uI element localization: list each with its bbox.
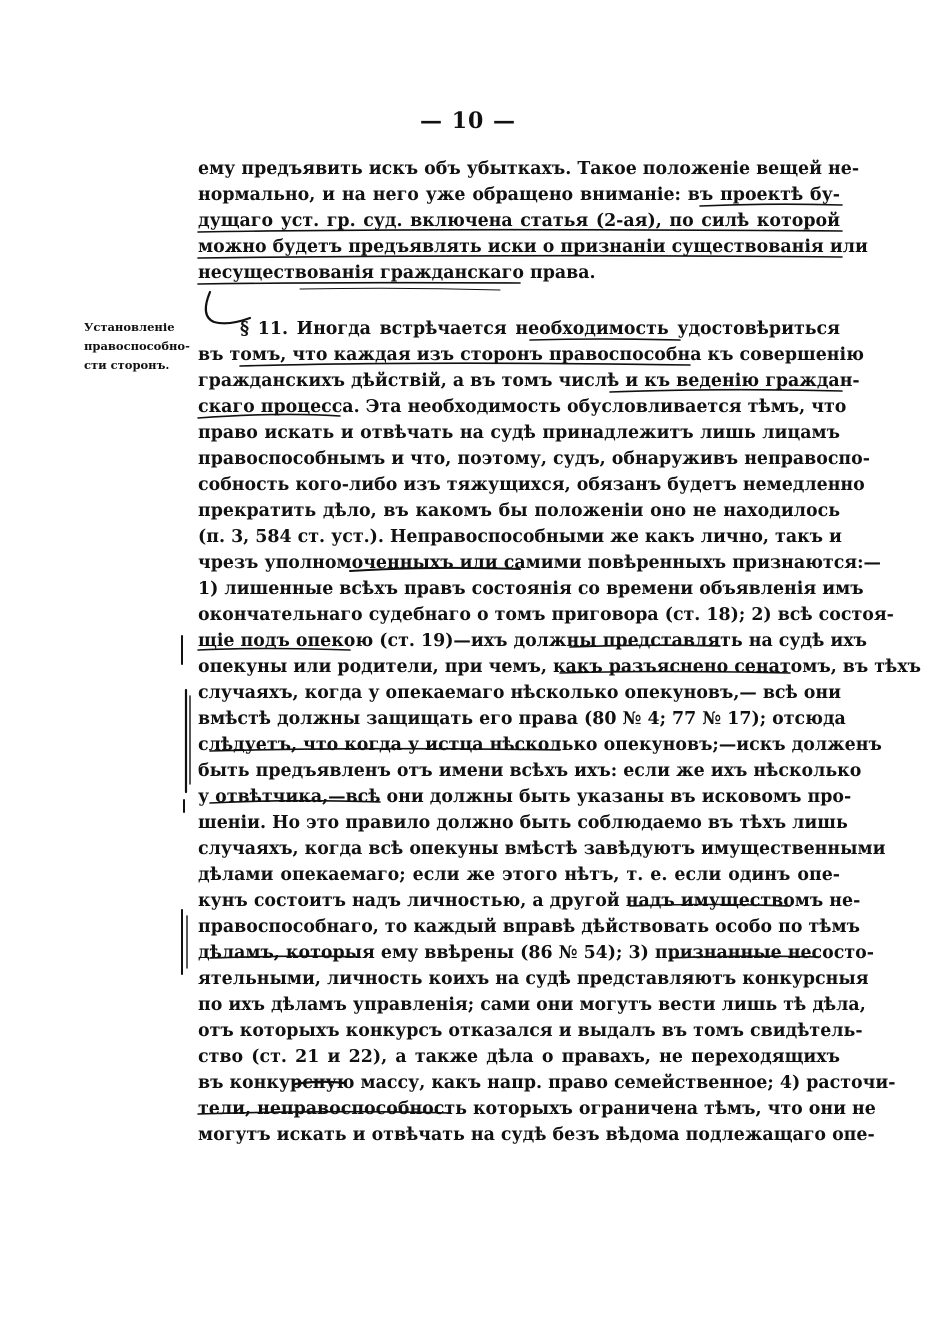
text-line: окончательнаго судебнаго о томъ приговора (ст. 18); 2) всѣ состоя-: [198, 605, 894, 625]
text-line: 1) лишенные всѣхъ правъ состоянія со времени объявленія имъ: [198, 579, 864, 599]
text-line: правоспособнымъ и что, поэтому, судъ, обнаруживъ неправоспо-: [198, 449, 870, 469]
text-line: правоспособнаго, то каждый вправѣ дѣйствовать особо по тѣмъ: [198, 917, 860, 937]
text-line: отъ которыхъ конкурсъ отказался и выдалъ въ томъ свидѣтель-: [198, 1021, 863, 1041]
text-line: случаяхъ, когда у опекаемаго нѣсколько опекуновъ,— всѣ они: [198, 683, 842, 703]
page-number: — 10 —: [420, 108, 516, 134]
text-line: по ихъ дѣламъ управленія; сами они могутъ вести лишь тѣ дѣла,: [198, 995, 866, 1015]
text-line: шеніи. Но это правило должно быть соблюдаемо въ тѣхъ лишь: [198, 813, 848, 833]
text-line: право искать и отвѣчать на судѣ принадлежитъ лишь лицамъ: [198, 423, 840, 443]
text-line: ему предъявить искъ объ убыткахъ. Такое положеніе вещей не-: [198, 159, 860, 179]
text-line: гражданскихъ дѣйствій, а въ томъ числѣ и къ веденію граждан-: [198, 371, 860, 391]
text-line: у отвѣтчика,—всѣ они должны быть указаны въ исковомъ про-: [198, 787, 852, 807]
text-line: въ конкурсную массу, какъ напр. право семейственное; 4) расточи-: [198, 1073, 896, 1093]
margin-note-line: сти сторонъ.: [84, 358, 170, 372]
text-line: дѣламъ, которыя ему ввѣрены (86 № 54); 3) признанные несосто-: [198, 943, 874, 963]
text-line: тели, неправоспособность которыхъ ограничена тѣмъ, что они не: [198, 1099, 876, 1119]
margin-note: [84, 318, 196, 375]
text-line: можно будетъ предъявлять иски о признаніи существованія или: [198, 237, 868, 257]
margin-note-line: правоспособно-: [84, 339, 190, 353]
text-line: вмѣстѣ должны защищать его права (80 № 4; 77 № 17); отсюда: [198, 709, 846, 729]
text-line: прекратить дѣло, въ какомъ бы положеніи оно не находилось: [198, 501, 840, 521]
text-line: несуществованія гражданскаго права.: [198, 263, 596, 283]
text-line: § 11. Иногда встрѣчается необходимость удостовѣриться: [240, 319, 840, 339]
text-line: нормально, и на него уже обращено вниманіе: въ проектѣ бу-: [198, 185, 840, 205]
text-line: опекуны или родители, при чемъ, какъ разъяснено сенатомъ, въ тѣхъ: [198, 657, 921, 677]
text-line: слѣдуетъ, что когда у истца нѣсколько опекуновъ;—искъ долженъ: [198, 735, 882, 755]
text-line: въ томъ, что каждая изъ сторонъ правоспособна къ совершенію: [198, 345, 864, 365]
underline-mark: [300, 288, 500, 290]
text-line: ство (ст. 21 и 22), а также дѣла о правахъ, не переходящихъ: [198, 1047, 840, 1067]
text-line: дѣлами опекаемаго; если же этого нѣтъ, т. е. если одинъ опе-: [198, 865, 840, 885]
text-line: чрезъ уполномоченныхъ или самими повѣренныхъ признаются:—: [198, 553, 881, 573]
margin-note-line: Установленіе: [84, 320, 175, 334]
text-line: (п. 3, 584 ст. уст.). Неправоспособными же какъ лично, такъ и: [198, 527, 842, 547]
text-line: щіе подъ опекою (ст. 19)—ихъ должны представлять на судѣ ихъ: [198, 631, 867, 651]
text-line: быть предъявленъ отъ имени всѣхъ ихъ: если же ихъ нѣсколько: [198, 761, 862, 781]
text-line: случаяхъ, когда всѣ опекуны вмѣстѣ завѣдуютъ имущественными: [198, 839, 886, 859]
text-line: кунъ состоитъ надъ личностью, а другой надъ имуществомъ не-: [198, 891, 861, 911]
text-line: могутъ искать и отвѣчать на судѣ безъ вѣдома подлежащаго опе-: [198, 1125, 875, 1145]
text-line: дущаго уст. гр. суд. включена статья (2-ая), по силѣ которой: [198, 211, 840, 231]
text-line: собность кого-либо изъ тяжущихся, обязанъ будетъ немедленно: [198, 475, 865, 495]
text-line: скаго процесса. Эта необходимость обусловливается тѣмъ, что: [198, 397, 847, 417]
text-line: ятельными, личность коихъ на судѣ представляютъ конкурсныя: [198, 969, 869, 989]
